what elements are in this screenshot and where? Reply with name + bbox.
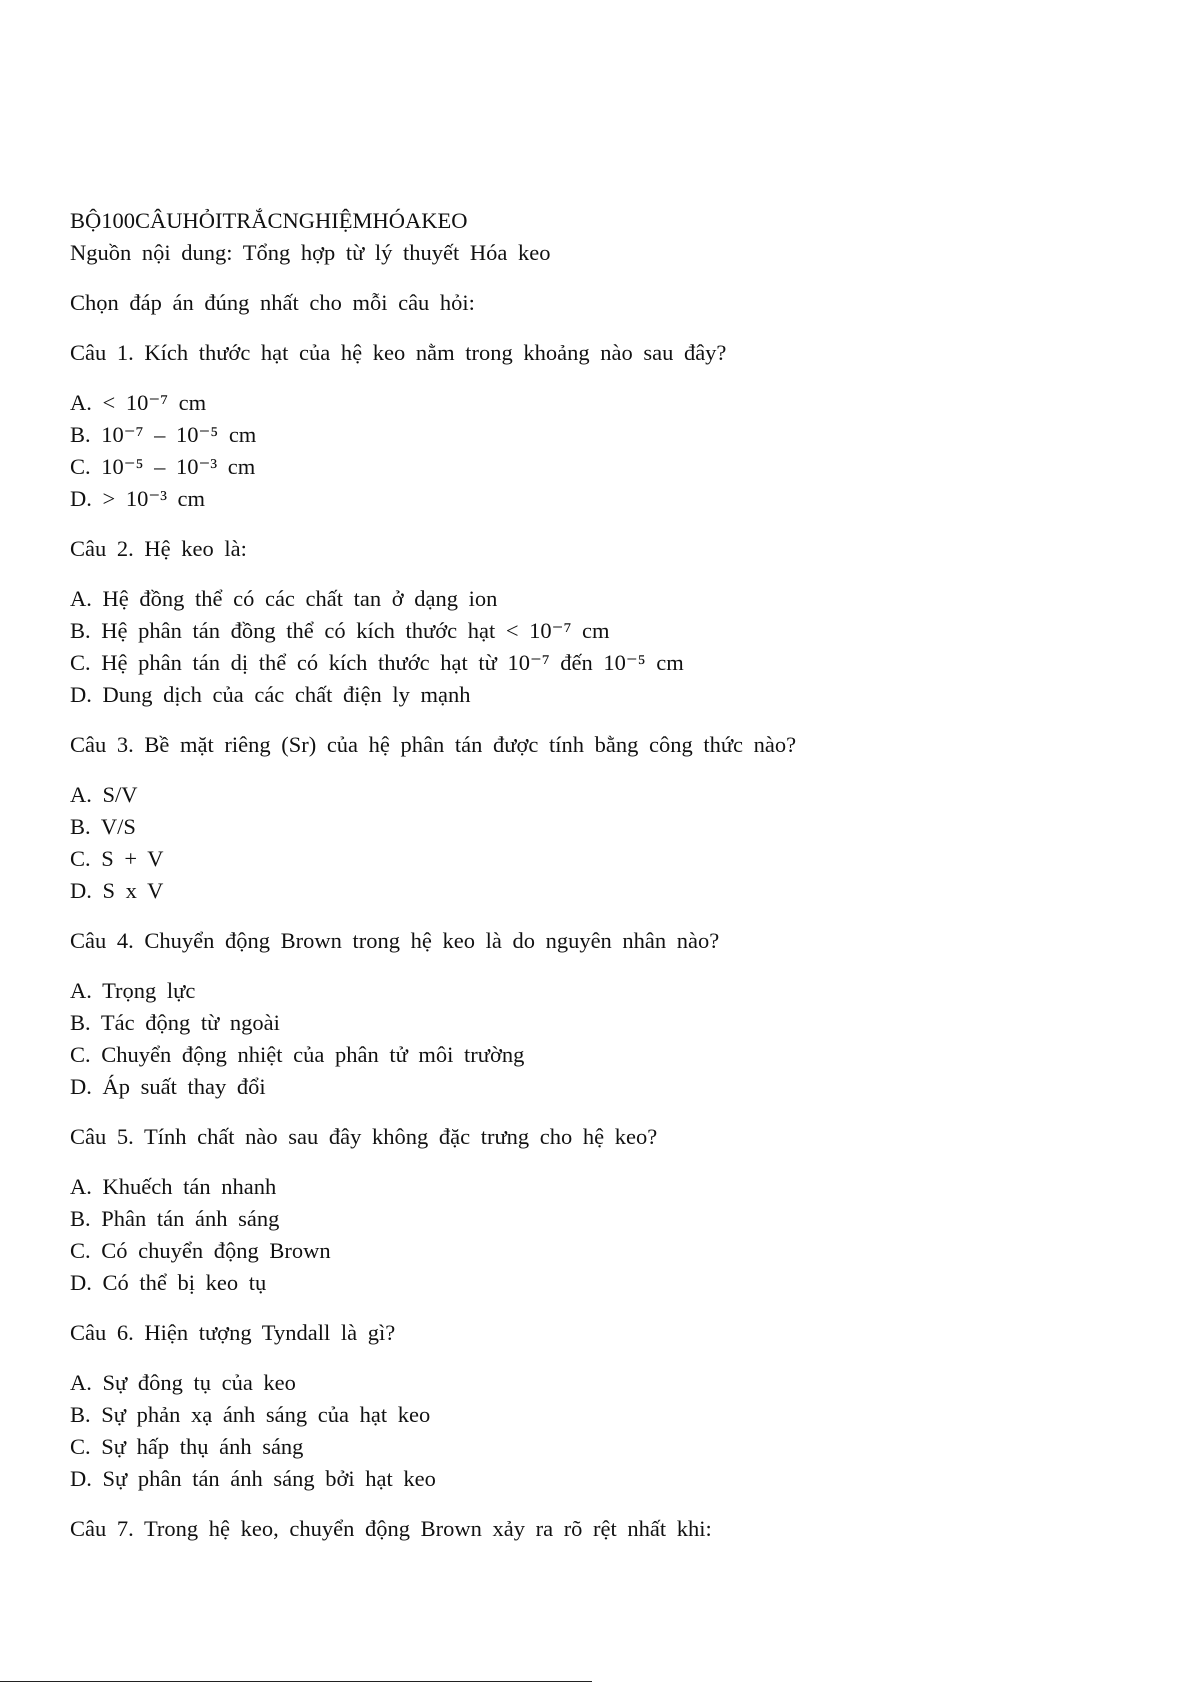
option-d: D. Dung dịch của các chất điện ly mạnh xyxy=(70,682,471,707)
question-7 xyxy=(70,1513,1130,1545)
option-d: D. > 10⁻³ cm xyxy=(70,486,206,511)
option-c: C. 10⁻⁵ – 10⁻³ cm xyxy=(70,454,256,479)
footer-rule xyxy=(0,1681,592,1682)
option-b: B. Tác động từ ngoài xyxy=(70,1010,280,1035)
question-text: Câu 3. Bề mặt riêng (Sr) của hệ phân tán được tính bằng công thức nào? xyxy=(70,732,797,757)
option-b: B. Hệ phân tán đồng thể có kích thước hạt < 10⁻⁷ cm xyxy=(70,618,610,643)
question-1 xyxy=(70,337,1130,515)
question-text: Câu 6. Hiện tượng Tyndall là gì? xyxy=(70,1320,396,1345)
question-6 xyxy=(70,1317,1130,1495)
option-b: B. V/S xyxy=(70,814,136,839)
option-c: C. Sự hấp thụ ánh sáng xyxy=(70,1434,304,1459)
source-line: Nguồn nội dung: Tổng hợp từ lý thuyết Hóa keo xyxy=(70,240,551,265)
question-text: Câu 1. Kích thước hạt của hệ keo nằm trong khoảng nào sau đây? xyxy=(70,340,727,365)
question-text: Câu 5. Tính chất nào sau đây không đặc trưng cho hệ keo? xyxy=(70,1124,658,1149)
option-a: A. Khuếch tán nhanh xyxy=(70,1174,277,1199)
option-c: C. Hệ phân tán dị thể có kích thước hạt từ 10⁻⁷ đến 10⁻⁵ cm xyxy=(70,650,684,675)
instruction-line: Chọn đáp án đúng nhất cho mỗi câu hỏi: xyxy=(70,290,475,315)
option-b: B. Phân tán ánh sáng xyxy=(70,1206,280,1231)
question-2 xyxy=(70,533,1130,711)
option-a: A. Sự đông tụ của keo xyxy=(70,1370,296,1395)
option-b: B. 10⁻⁷ – 10⁻⁵ cm xyxy=(70,422,257,447)
document-body xyxy=(70,205,1130,1545)
option-b: B. Sự phản xạ ánh sáng của hạt keo xyxy=(70,1402,431,1427)
option-d: D. Áp suất thay đổi xyxy=(70,1074,266,1099)
option-c: C. Chuyển động nhiệt của phân tử môi trường xyxy=(70,1042,525,1067)
option-d: D. Có thể bị keo tụ xyxy=(70,1270,267,1295)
question-text: Câu 4. Chuyển động Brown trong hệ keo là do nguyên nhân nào? xyxy=(70,928,720,953)
option-d: D. Sự phân tán ánh sáng bởi hạt keo xyxy=(70,1466,436,1491)
option-a: A. S/V xyxy=(70,782,138,807)
question-3 xyxy=(70,729,1130,907)
question-4 xyxy=(70,925,1130,1103)
option-a: A. Trọng lực xyxy=(70,978,196,1003)
document-title: BỘ100CÂUHỎITRẮCNGHIỆMHÓAKEO xyxy=(70,208,468,233)
option-a: A. Hệ đồng thể có các chất tan ở dạng ion xyxy=(70,586,498,611)
option-c: C. Có chuyển động Brown xyxy=(70,1238,331,1263)
option-c: C. S + V xyxy=(70,846,164,871)
question-text: Câu 7. Trong hệ keo, chuyển động Brown xảy ra rõ rệt nhất khi: xyxy=(70,1516,712,1541)
option-a: A. < 10⁻⁷ cm xyxy=(70,390,207,415)
question-text: Câu 2. Hệ keo là: xyxy=(70,536,247,561)
question-5 xyxy=(70,1121,1130,1299)
option-d: D. S x V xyxy=(70,878,164,903)
